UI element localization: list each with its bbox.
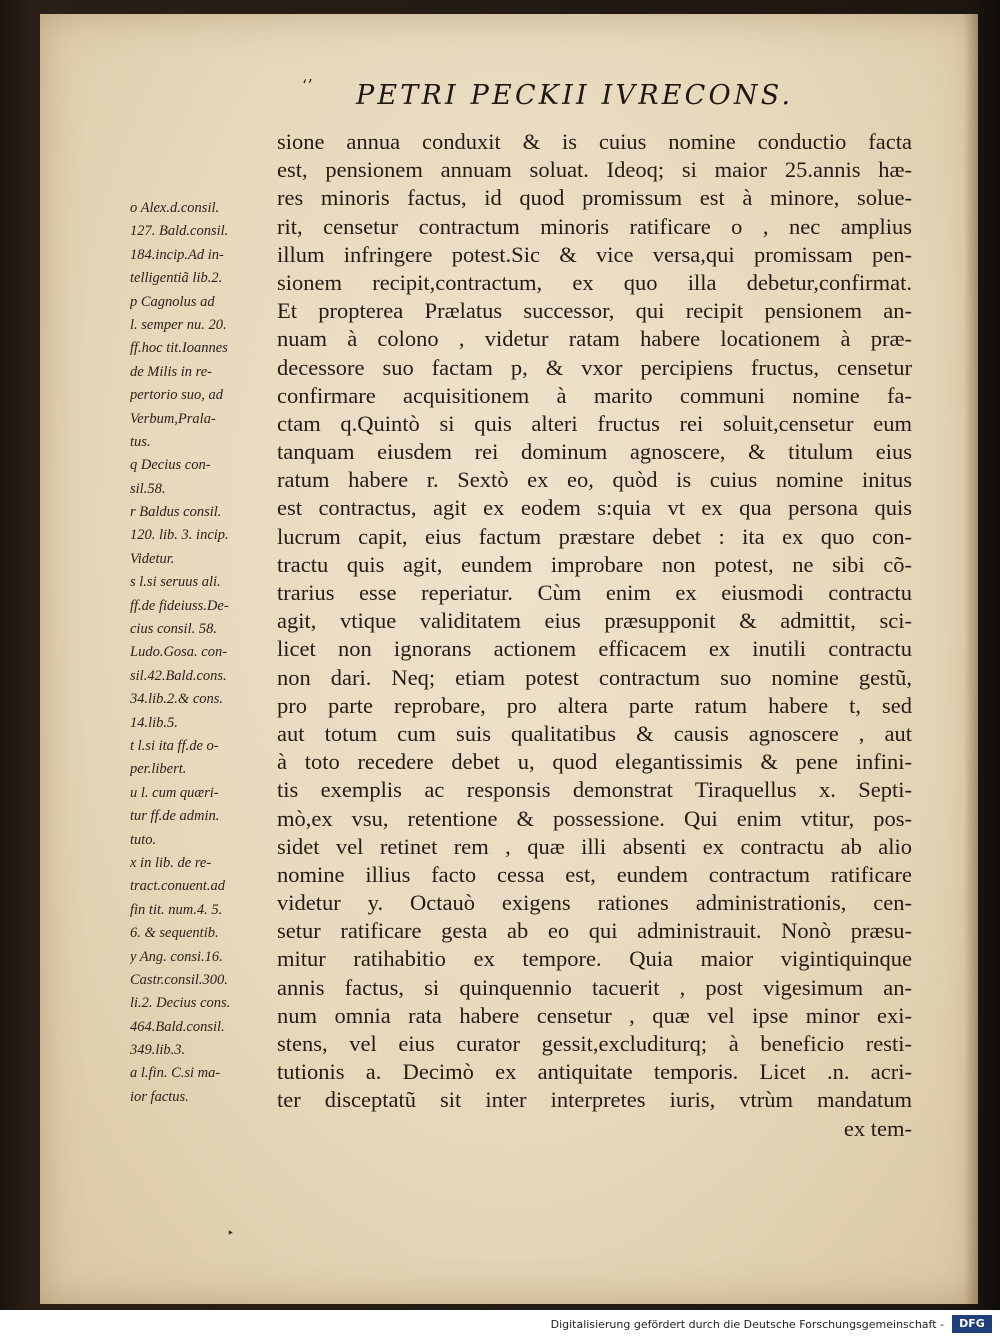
body-line: licet non ignorans actionem efficacem ex inutili contractu [277,636,912,662]
body-line: setur ratificare gesta ab eo qui administrauit. Nonò præsu- [277,918,912,944]
margin-note-line: 184.incip.Ad in- [130,246,224,263]
margin-note-line: Castr.consil.300. [130,971,228,988]
body-line: sionem recipit,contractum, ex quo illa debetur,confirmat. [277,269,912,295]
margin-note-line: q Decius con- [130,457,211,474]
body-line: ctam q.Quintò si quis alteri fructus rei soluit,censetur eum [277,410,912,436]
margin-note-line: y Ang. consi.16. [130,948,223,965]
margin-note-line: tuto. [130,831,157,848]
margin-note-line: tur ff.de admin. [130,808,220,825]
margin-note-line: ff.hoc tit.Ioannes [130,340,228,357]
margin-notes [130,197,315,1109]
dfg-logo[interactable]: DFG [952,1315,992,1333]
margin-note-line: 14.lib.5. [130,714,178,731]
margin-note-line: pertorio suo, ad [130,387,224,404]
margin-note-line: de Milis in re- [130,363,213,380]
page-edge-shadow [964,14,978,1304]
body-line: nomine illius facto cessa est, eundem contractum ratificare [277,861,912,887]
body-line: est, pensionem annuam soluat. Ideoq; si maior 25.annis hæ- [277,157,912,183]
body-line: aut totum cum suis qualitatibus & causis agnoscere , aut [277,720,912,746]
margin-note-line: ff.de fideiuss.De- [130,597,229,614]
body-line: res minoris factus, id quod promissum est à minore, solue- [277,185,912,211]
margin-note-line: Ludo.Gosa. con- [130,644,228,661]
body-line: rit, censetur contractum minoris ratificare o , nec amplius [277,213,912,239]
body-line: tanquam eiusdem rei dominum agnoscere, & titulum eius [277,439,912,465]
body-line: confirmare acquisitionem à marito communi nomine fa- [277,382,912,408]
body-line: est contractus, agit ex eodem s:quia vt ex qua persona quis [277,495,912,521]
page-mark: ‣ [227,1226,235,1240]
margin-note-line: 349.lib.3. [130,1042,186,1059]
body-line: lucrum capit, eius factum præstare debet : ita ex quo con- [277,523,912,549]
margin-note-line: tract.conuent.ad [130,878,226,895]
body-line: mitur ratihabitio ex tempore. Quia maior vigintiquinque [277,946,912,972]
margin-note-line: 464.Bald.consil. [130,1018,225,1035]
margin-note-line: cius consil. 58. [130,621,217,638]
body-line: sione annua conduxit & is cuius nomine conductio facta [277,129,912,154]
margin-note-line: sil.42.Bald.cons. [130,667,227,684]
body-line: ter disceptatũ sit inter interpretes iuris, vtrùm mandatum [277,1087,912,1113]
margin-note-line: Videtur. [130,550,175,567]
margin-note-line: li.2. Decius cons. [130,995,231,1012]
margin-note-line: tus. [130,433,151,450]
body-line: stens, vel eius curator gessit,excluditurq; à beneficio resti- [277,1031,912,1056]
margin-note-line: fin tit. num.4. 5. [130,901,223,918]
margin-note-line: u l. cum quæri- [130,784,219,801]
body-line: tractu quis agit, eundem improbare non potest, ne sibi cõ- [277,551,912,577]
body-line: annis factus, si quinquennio tacuerit , post vigesimum an- [277,974,912,1000]
body-line: videtur y. Octauò exigens rationes administrationis, cen- [277,890,912,916]
margin-note-line: a l.fin. C.si ma- [130,1065,221,1082]
margin-note-line: t l.si ita ff.de o- [130,737,219,754]
margin-note-line: r Baldus consil. [130,504,222,521]
margin-note-line: 6. & sequentib. [130,925,219,942]
body-line: tis exemplis ac responsis demonstrat Tiraquellus x. Septi- [277,777,912,803]
body-line: pro parte reprobare, pro altera parte ratum habere t, sed [277,692,912,718]
footer-credit: Digitalisierung gefördert durch die Deutsche Forschungsgemeinschaft - [550,1318,944,1331]
body-line: tutionis a. Decimò ex antiquitate temporis. Licet .n. acri- [277,1059,912,1085]
body-line: sidet vel retinet rem , quæ illi absenti ex contractu ab alio [277,833,912,859]
body-line: num omnia rata habere censetur , quæ vel ipse minor exi- [277,1002,912,1028]
body-line: ratum habere r. Sextò ex eo, quòd is cuius nomine initus [277,467,912,493]
body-line: à toto recedere debet u, quod elegantissimis & pene infini- [277,749,912,775]
body-line: non dari. Neq; etiam potest contractum suo nomine gestũ, [277,664,912,690]
margin-note-line: 127. Bald.consil. [130,223,229,240]
body-line: mò,ex vsu, retentione & possessione. Qui enim vtitur, pos- [277,805,912,831]
margin-note-line: 120. lib. 3. incip. [130,527,229,544]
margin-note-line: 34.lib.2.& cons. [130,691,224,708]
margin-note-line: per.libert. [130,761,187,778]
running-head: PETRI PECKII IVRECONS. [356,80,794,111]
body-text [277,128,912,1143]
margin-note-line: ior factus. [130,1088,189,1105]
body-line: trarius esse reperiatur. Cùm enim ex eiusmodi contractu [277,580,912,605]
margin-note-line: x in lib. de re- [130,854,212,871]
body-line: agit, vtique validitatem eius præsupponit & admittit, sci- [277,608,912,634]
margin-note-line: p Cagnolus ad [130,293,215,310]
margin-note-line: o Alex.d.consil. [130,200,220,216]
body-line: nuam à colono , videtur ratam habere locationem à præ- [277,326,912,352]
margin-note-line: telligentiã lib.2. [130,270,223,287]
margin-note-line: sil.58. [130,480,166,497]
body-line: Et propterea Prælatus successor, qui recipit pensionem an- [277,298,912,324]
header-ornament: ʻʼ [302,76,313,95]
body-line: decessore suo factam p, & vxor percipiens fructus, censetur [277,354,912,380]
body-line: illum infringere potest.Sic & vice versa,qui promissam pen- [277,241,912,267]
margin-note-line: l. semper nu. 20. [130,316,227,333]
body-line: ex tem- [843,1115,912,1141]
margin-note-line: Verbum,Prala- [130,410,216,427]
margin-note-line: s l.si seruus ali. [130,574,221,591]
